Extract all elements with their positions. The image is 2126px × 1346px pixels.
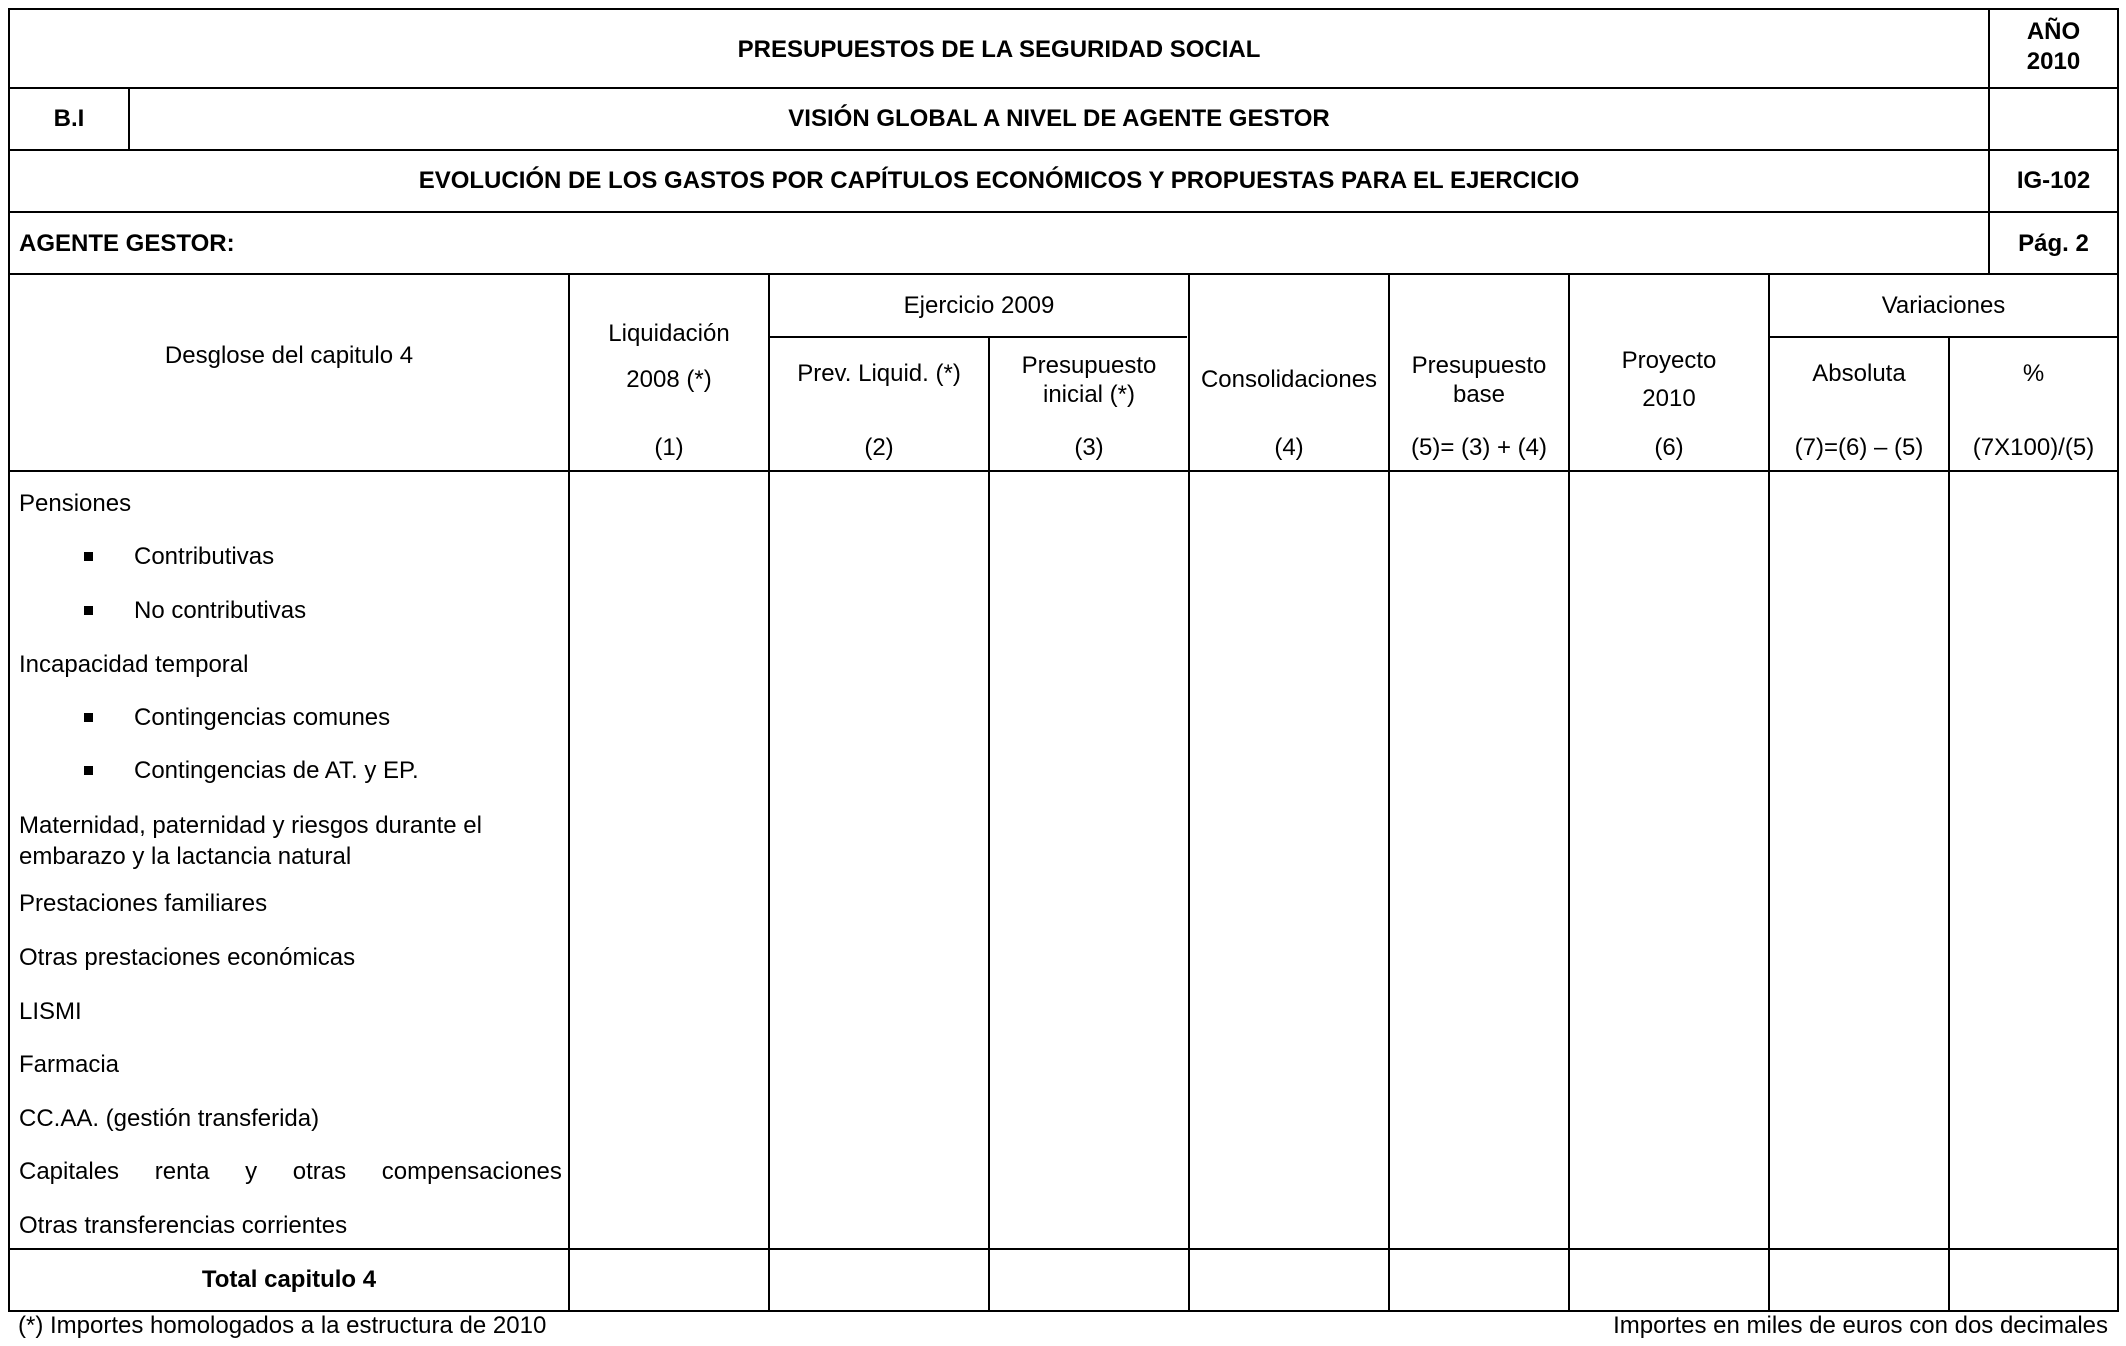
row-label: CC.AA. (gestión transferida) — [19, 1105, 320, 1132]
border-line — [768, 273, 770, 1312]
col-header-presupuesto-inicial-2: inicial (*) — [1042, 381, 1135, 408]
bullet-icon — [84, 606, 93, 615]
row-label: Prestaciones familiares — [19, 890, 268, 917]
bullet-icon — [84, 552, 93, 561]
form-code: IG-102 — [2016, 167, 2091, 194]
col-header-percent: % — [2022, 360, 2045, 387]
border-line — [1188, 273, 1190, 1312]
report-title: EVOLUCIÓN DE LOS GASTOS POR CAPÍTULOS ECONÓMICOS Y PROPUESTAS PARA EL EJERCICIO — [418, 167, 1580, 194]
col-number-8: (7X100)/(5) — [1972, 434, 2095, 461]
form-subtitle: VISIÓN GLOBAL A NIVEL DE AGENTE GESTOR — [788, 105, 1330, 132]
col-header-liquidacion-year: 2008 (*) — [626, 366, 712, 393]
agent-label: AGENTE GESTOR: — [19, 230, 235, 257]
border-line — [8, 211, 2119, 213]
units-note: Importes en miles de euros con dos decimales — [1613, 1312, 2108, 1339]
border-line — [1948, 336, 1950, 1312]
row-label: No contributivas — [134, 597, 307, 624]
section-code: B.I — [53, 105, 85, 132]
border-line — [8, 8, 10, 1312]
border-line — [1568, 273, 1570, 1312]
border-line — [1388, 273, 1390, 1312]
col-header-liquidacion: Liquidación — [608, 320, 730, 347]
border-line — [8, 149, 2119, 151]
row-label: Capitales renta y otras compensaciones — [19, 1158, 562, 1185]
border-line — [988, 336, 990, 1312]
form-title: PRESUPUESTOS DE LA SEGURIDAD SOCIAL — [737, 36, 1261, 63]
border-line — [8, 470, 2119, 472]
col-header-desglose: Desglose del capitulo 4 — [164, 342, 414, 369]
col-number-1: (1) — [654, 434, 684, 461]
col-header-variaciones: Variaciones — [1881, 292, 2006, 319]
row-label: Otras prestaciones económicas — [19, 944, 356, 971]
border-line — [8, 8, 2119, 10]
total-label: Total capitulo 4 — [201, 1266, 377, 1293]
footnote: (*) Importes homologados a la estructura de 2010 — [18, 1312, 547, 1339]
row-label: Incapacidad temporal — [19, 651, 249, 678]
border-line — [568, 273, 570, 1312]
col-header-presupuesto-base: Presupuesto — [1411, 352, 1547, 379]
col-header-prev-liquid: Prev. Liquid. (*) — [797, 360, 961, 387]
row-label-continued: embarazo y la lactancia natural — [19, 843, 352, 870]
col-header-presupuesto-inicial: Presupuesto — [1021, 352, 1157, 379]
col-header-proyecto: Proyecto — [1621, 347, 1717, 374]
page-number: Pág. 2 — [2018, 230, 2089, 257]
row-label: Contingencias comunes — [134, 704, 391, 731]
border-line — [8, 1248, 2119, 1250]
col-header-proyecto-year: 2010 — [1642, 385, 1696, 412]
row-label: Maternidad, paternidad y riesgos durante el — [19, 812, 482, 839]
col-number-2: (2) — [864, 434, 894, 461]
col-header-ejercicio: Ejercicio 2009 — [903, 292, 1055, 319]
border-line — [768, 336, 1187, 338]
col-number-5: (5)= (3) + (4) — [1410, 434, 1548, 461]
row-label: Contingencias de AT. y EP. — [134, 757, 419, 784]
border-line — [1768, 273, 1770, 1312]
col-number-3: (3) — [1074, 434, 1104, 461]
col-header-consolidaciones: Consolidaciones — [1200, 366, 1378, 393]
row-label: Otras transferencias corrientes — [19, 1212, 348, 1239]
row-label: LISMI — [19, 998, 82, 1025]
col-number-4: (4) — [1274, 434, 1304, 461]
border-line — [8, 273, 2119, 275]
bullet-icon — [84, 766, 93, 775]
border-line — [1768, 336, 2119, 338]
year-value: 2010 — [2026, 48, 2081, 75]
row-label: Farmacia — [19, 1051, 120, 1078]
border-line — [2117, 8, 2119, 1312]
col-header-absoluta: Absoluta — [1812, 360, 1906, 387]
col-number-6: (6) — [1654, 434, 1684, 461]
year-label: AÑO — [2026, 18, 2081, 45]
row-label: Pensiones — [19, 490, 132, 517]
border-line — [8, 87, 2119, 89]
col-number-7: (7)=(6) – (5) — [1794, 434, 1924, 461]
col-header-presupuesto-base-2: base — [1452, 381, 1506, 408]
bullet-icon — [84, 713, 93, 722]
row-label: Contributivas — [134, 543, 275, 570]
